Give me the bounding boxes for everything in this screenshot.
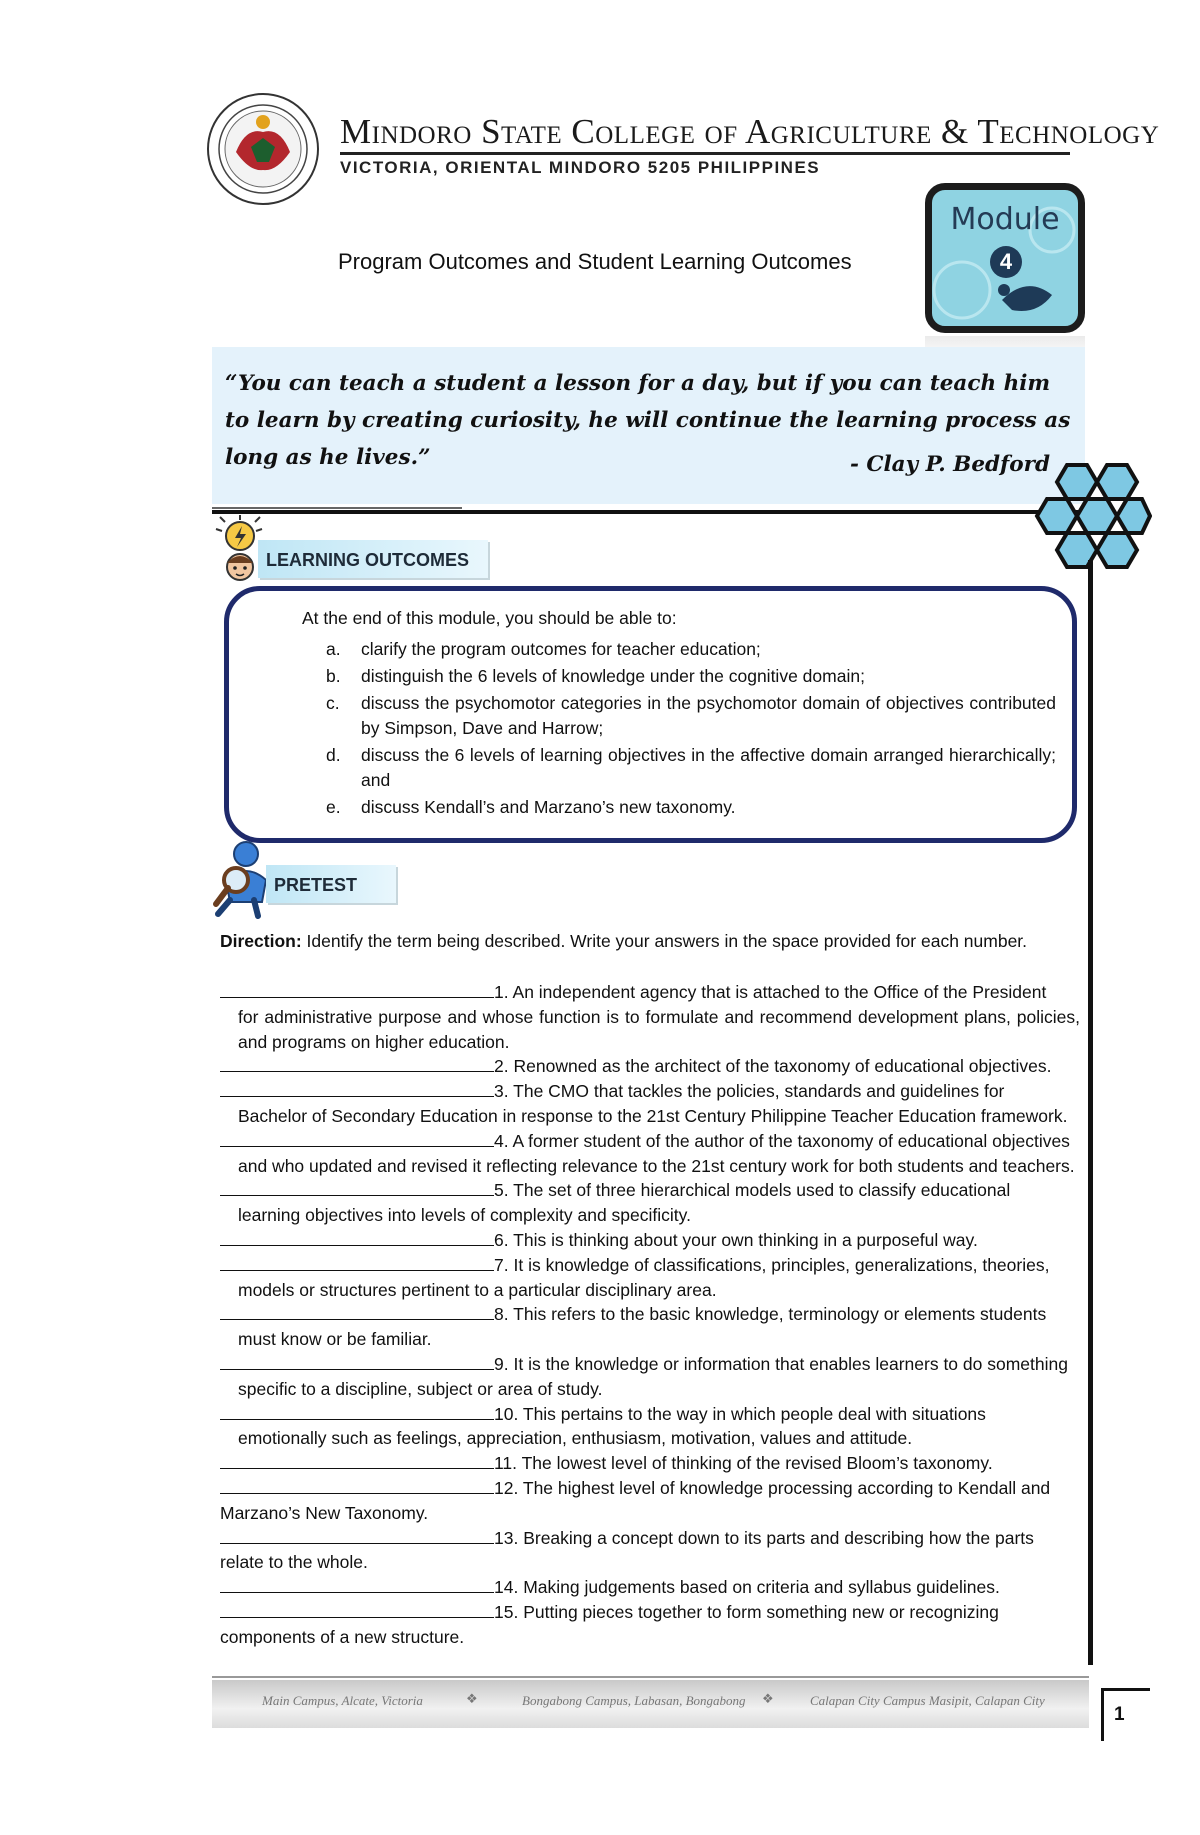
pretest-item xyxy=(220,1129,1080,1154)
college-seal-logo xyxy=(206,92,320,206)
pretest-item xyxy=(220,1600,1080,1625)
pretest-item xyxy=(220,980,1080,1005)
answer-blank[interactable] xyxy=(220,1129,494,1147)
item-number: 7. xyxy=(494,1254,509,1275)
outcome-letter: e. xyxy=(326,797,341,817)
item-number: 14. xyxy=(494,1577,519,1598)
item-continuation: models or structures pertinent to a particular disciplinary area. xyxy=(238,1279,717,1300)
item-text: An independent agency that is attached to the Office of the President xyxy=(512,982,1047,1002)
item-number: 11. xyxy=(494,1453,518,1474)
item-number: 15. xyxy=(494,1601,519,1622)
pretest-item xyxy=(220,1526,1080,1551)
pretest-heading: PRETEST xyxy=(274,875,358,895)
module-badge xyxy=(925,183,1085,333)
college-address: VICTORIA, ORIENTAL MINDORO 5205 PHILIPPINES xyxy=(340,158,821,177)
learning-outcomes-intro: At the end of this module, you should be able to: xyxy=(302,608,677,628)
outcome-letter: a. xyxy=(326,639,341,659)
item-text: A former student of the author of the taxonomy of educational objectives xyxy=(512,1130,1070,1151)
pretest-items xyxy=(220,980,1080,1650)
answer-blank[interactable] xyxy=(220,1575,494,1593)
page-number-box xyxy=(1101,1688,1150,1741)
magnifier-person-icon xyxy=(208,840,274,920)
footer-separator: ❖ xyxy=(466,1691,478,1706)
footer-rule xyxy=(212,1676,1089,1678)
item-number: 3. xyxy=(494,1081,509,1102)
outcome-text: distinguish the 6 levels of knowledge under the cognitive domain; xyxy=(361,666,865,686)
item-text: The set of three hierarchical models used to classify educational xyxy=(513,1180,1011,1201)
answer-blank[interactable] xyxy=(220,1600,494,1618)
item-number: 5. xyxy=(494,1180,509,1201)
module-badge-number: 4 xyxy=(990,246,1022,278)
quote-divider xyxy=(212,510,1090,514)
outcome-text: discuss Kendall’s and Marzano’s new taxonomy. xyxy=(361,797,736,817)
learning-outcomes-heading: LEARNING OUTCOMES xyxy=(266,550,470,570)
item-number: 12. xyxy=(494,1477,519,1498)
answer-blank[interactable] xyxy=(220,980,494,998)
answer-blank[interactable] xyxy=(220,1253,494,1271)
pretest-item xyxy=(220,1302,1080,1327)
pretest-item xyxy=(220,1054,1080,1079)
item-text: The highest level of knowledge processing according to Kendall and xyxy=(522,1477,1051,1498)
item-text: It is knowledge of classifications, principles, generalizations, theories, xyxy=(513,1254,1050,1275)
pretest-item xyxy=(220,1352,1080,1377)
pretest-direction xyxy=(220,931,1027,952)
item-number: 6. xyxy=(494,1229,509,1250)
item-continuation: relate to the whole. xyxy=(220,1552,368,1573)
answer-blank[interactable] xyxy=(220,1228,494,1246)
answer-blank[interactable] xyxy=(220,1352,494,1370)
module-badge-label: Module xyxy=(950,202,1060,237)
item-number: 13. xyxy=(494,1527,519,1548)
module-title: Program Outcomes and Student Learning Outcomes xyxy=(338,249,852,274)
outcome-text: discuss the psychomotor categories in the psychomotor domain of objectives contributed by Simpson, Dave and Harrow; xyxy=(361,693,1056,738)
answer-blank[interactable] xyxy=(220,1178,494,1196)
answer-blank[interactable] xyxy=(220,1079,494,1097)
item-text: Making judgements based on criteria and syllabus guidelines. xyxy=(523,1577,1000,1598)
item-continuation: components of a new structure. xyxy=(220,1626,465,1647)
answer-blank[interactable] xyxy=(220,1054,494,1072)
outcome-text: clarify the program outcomes for teacher education; xyxy=(361,639,761,659)
item-number: 10. xyxy=(494,1403,519,1424)
quote-text: “You can teach a student a lesson for a day, but if you can teach him to learn by creating curiosity, he will continue the learning process as long as he lives.” xyxy=(225,371,1071,470)
footer-campus-main: Main Campus, Alcate, Victoria xyxy=(262,1693,423,1708)
quote-divider-thin xyxy=(212,507,462,509)
item-text: The lowest level of thinking of the revised Bloom’s taxonomy. xyxy=(521,1453,993,1474)
pretest-item xyxy=(220,1253,1080,1278)
answer-blank[interactable] xyxy=(220,1526,494,1544)
item-continuation: specific to a discipline, subject or area of study. xyxy=(238,1378,603,1399)
item-number: 9. xyxy=(494,1353,509,1374)
item-text: Putting pieces together to form something new or recognizing xyxy=(523,1601,999,1622)
pretest-item xyxy=(220,1575,1080,1600)
quote-author: - Clay P. Bedford xyxy=(849,452,1050,477)
pretest-item xyxy=(220,1402,1080,1427)
item-number: 4. xyxy=(494,1130,509,1151)
direction-label: Direction: xyxy=(220,931,302,951)
item-continuation: Marzano’s New Taxonomy. xyxy=(220,1502,429,1523)
pretest-item xyxy=(220,1228,1080,1253)
item-text: This is thinking about your own thinking in a purposeful way. xyxy=(513,1229,978,1250)
pretest-item xyxy=(220,1451,1080,1476)
item-text: This pertains to the way in which people deal with situations xyxy=(522,1403,986,1424)
answer-blank[interactable] xyxy=(220,1451,494,1469)
item-text: It is the knowledge or information that enables learners to do something xyxy=(513,1353,1068,1374)
footer-campus-bongabong: Bongabong Campus, Labasan, Bongabong xyxy=(522,1693,746,1708)
pretest-item xyxy=(220,1476,1080,1501)
item-continuation: and who updated and revised it reflecting relevance to the 21st century work for both students and teachers. xyxy=(238,1155,1075,1176)
answer-blank[interactable] xyxy=(220,1476,494,1494)
outcome-letter: b. xyxy=(326,666,341,686)
item-continuation: must know or be familiar. xyxy=(238,1329,432,1350)
item-text: Renowned as the architect of the taxonomy of educational objectives. xyxy=(513,1056,1052,1077)
outcome-text: discuss the 6 levels of learning objectives in the affective domain arranged hierarchically; and xyxy=(361,745,1056,790)
item-number: 1. xyxy=(494,982,509,1002)
item-text: This refers to the basic knowledge, terminology or elements students xyxy=(513,1304,1047,1325)
pretest-item xyxy=(220,1079,1080,1104)
footer-campus-calapan: Calapan City Campus Masipit, Calapan City xyxy=(810,1693,1045,1708)
item-continuation: emotionally such as feelings, appreciation, enthusiasm, motivation, values and attitude. xyxy=(238,1428,913,1449)
answer-blank[interactable] xyxy=(220,1302,494,1320)
page-number: 1 xyxy=(1114,1704,1125,1725)
college-name: Mindoro State College of Agriculture & Technology xyxy=(340,112,1160,151)
direction-text: Identify the term being described. Write your answers in the space provided for each number. xyxy=(301,931,1028,951)
page-vertical-rule xyxy=(1088,560,1093,1665)
answer-blank[interactable] xyxy=(220,1402,494,1420)
item-text: Breaking a concept down to its parts and describing how the parts xyxy=(523,1527,1034,1548)
item-continuation: Bachelor of Secondary Education in response to the 21st Century Philippine Teacher Education framework. xyxy=(238,1105,1068,1126)
footer-separator: ❖ xyxy=(762,1691,774,1706)
item-number: 2. xyxy=(494,1056,509,1077)
item-continuation: for administrative purpose and whose function is to formulate and recommend development plans, policies, and programs on higher education. xyxy=(238,1006,1080,1052)
item-number: 8. xyxy=(494,1304,509,1325)
item-continuation: learning objectives into levels of complexity and specificity. xyxy=(238,1205,691,1226)
outcome-letter: d. xyxy=(326,745,341,765)
pretest-item xyxy=(220,1178,1080,1203)
item-text: The CMO that tackles the policies, standards and guidelines for xyxy=(513,1081,1005,1102)
hexagon-cluster-icon xyxy=(1022,460,1152,570)
college-name-underline xyxy=(340,152,1070,155)
outcome-letter: c. xyxy=(326,693,340,713)
